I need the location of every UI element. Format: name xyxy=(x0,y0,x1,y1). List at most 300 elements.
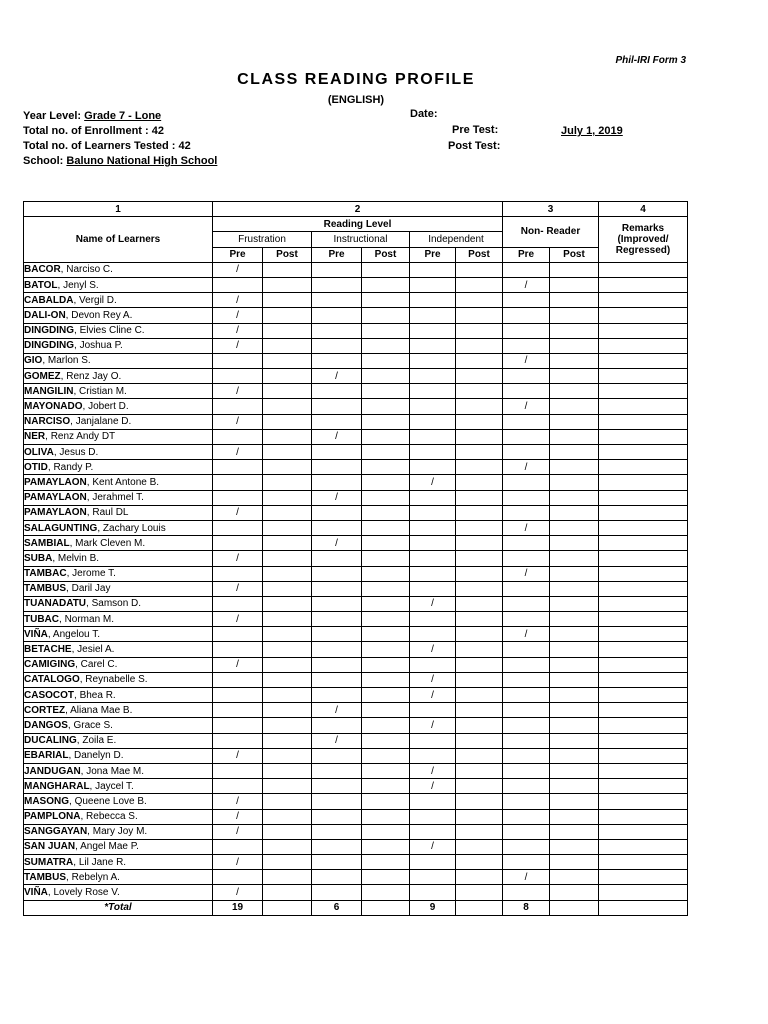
cell-independent-post xyxy=(456,870,503,885)
posttest-label: Post Test: xyxy=(448,140,501,152)
cell-nonreader-post xyxy=(550,520,599,535)
cell-instructional-post xyxy=(362,353,410,368)
enrollment-line: Total no. of Enrollment : 42 xyxy=(23,125,164,137)
instructional-pre-header: Pre xyxy=(312,247,362,262)
table-row xyxy=(24,794,688,809)
cell-nonreader-post xyxy=(550,505,599,520)
learner-name: VIÑA, Angelou T. xyxy=(24,627,213,642)
cell-instructional-post xyxy=(362,399,410,414)
cell-independent-pre xyxy=(410,505,456,520)
learner-name: CASOCOT, Bhea R. xyxy=(24,688,213,703)
instructional-post-header: Post xyxy=(362,247,410,262)
cell-nonreader-pre: / xyxy=(503,399,550,414)
cell-independent-pre xyxy=(410,885,456,900)
cell-remarks xyxy=(599,445,688,460)
cell-independent-pre: / xyxy=(410,596,456,611)
learner-first-name: Rebecca S. xyxy=(86,811,138,823)
cell-independent-pre: / xyxy=(410,475,456,490)
cell-independent-pre: / xyxy=(410,718,456,733)
cell-instructional-pre xyxy=(312,824,362,839)
cell-instructional-pre xyxy=(312,870,362,885)
cell-nonreader-post xyxy=(550,870,599,885)
cell-frustration-post xyxy=(263,642,312,657)
cell-nonreader-post xyxy=(550,536,599,551)
learner-last-name: GOMEZ xyxy=(24,370,61,382)
learner-last-name: CORTEZ xyxy=(24,704,66,716)
cell-remarks xyxy=(599,551,688,566)
cell-nonreader-pre xyxy=(503,445,550,460)
cell-independent-post xyxy=(456,596,503,611)
cell-remarks xyxy=(599,293,688,308)
learner-name: PAMPLONA, Rebecca S. xyxy=(24,809,213,824)
non-reader-header: Non- Reader xyxy=(503,217,599,247)
cell-nonreader-post xyxy=(550,429,599,444)
header-row-1 xyxy=(24,217,688,232)
cell-independent-post xyxy=(456,277,503,292)
cell-frustration-pre: / xyxy=(213,748,263,763)
cell-instructional-pre xyxy=(312,596,362,611)
cell-independent-pre: / xyxy=(410,642,456,657)
pretest-value: July 1, 2019 xyxy=(561,125,623,137)
cell-instructional-pre xyxy=(312,262,362,277)
learner-name: BATOL, Jenyl S. xyxy=(24,277,213,292)
learner-last-name: SUBA xyxy=(24,552,53,564)
total-nonreader-post xyxy=(550,900,599,915)
cell-nonreader-post xyxy=(550,308,599,323)
cell-instructional-post xyxy=(362,703,410,718)
cell-nonreader-pre xyxy=(503,718,550,733)
cell-independent-pre xyxy=(410,794,456,809)
cell-frustration-post xyxy=(263,475,312,490)
cell-frustration-pre: / xyxy=(213,581,263,596)
cell-independent-post xyxy=(456,885,503,900)
learner-last-name: CASOCOT xyxy=(24,689,74,701)
cell-independent-pre xyxy=(410,277,456,292)
total-frustration-pre: 19 xyxy=(213,900,263,915)
learner-name: TAMBUS, Rebelyn A. xyxy=(24,870,213,885)
cell-instructional-pre xyxy=(312,581,362,596)
learner-first-name: Cristian M. xyxy=(79,385,127,397)
cell-independent-pre: / xyxy=(410,672,456,687)
cell-instructional-pre: / xyxy=(312,703,362,718)
cell-nonreader-post xyxy=(550,490,599,505)
cell-frustration-pre xyxy=(213,566,263,581)
cell-independent-pre xyxy=(410,809,456,824)
learner-first-name: Zachary Louis xyxy=(102,522,166,534)
cell-instructional-post xyxy=(362,490,410,505)
learner-last-name: DANGOS xyxy=(24,719,68,731)
table-row xyxy=(24,277,688,292)
table-row xyxy=(24,353,688,368)
cell-nonreader-pre xyxy=(503,323,550,338)
cell-nonreader-post xyxy=(550,596,599,611)
cell-independent-post xyxy=(456,733,503,748)
cell-nonreader-post xyxy=(550,460,599,475)
cell-independent-pre xyxy=(410,612,456,627)
learner-first-name: Rebelyn A. xyxy=(71,871,120,883)
cell-frustration-pre xyxy=(213,703,263,718)
nonreader-post-header: Post xyxy=(550,247,599,262)
cell-frustration-post xyxy=(263,414,312,429)
learner-name: MANGHARAL, Jaycel T. xyxy=(24,779,213,794)
learner-name: SUMATRA, Lil Jane R. xyxy=(24,855,213,870)
cell-remarks xyxy=(599,475,688,490)
cell-instructional-post xyxy=(362,338,410,353)
cell-remarks xyxy=(599,657,688,672)
frustration-header: Frustration xyxy=(213,232,312,247)
cell-independent-pre: / xyxy=(410,688,456,703)
cell-independent-post xyxy=(456,399,503,414)
cell-instructional-post xyxy=(362,581,410,596)
cell-independent-pre xyxy=(410,551,456,566)
cell-frustration-post xyxy=(263,293,312,308)
cell-frustration-post xyxy=(263,748,312,763)
cell-independent-pre xyxy=(410,353,456,368)
cell-independent-pre: / xyxy=(410,839,456,854)
learner-name: CAMIGING, Carel C. xyxy=(24,657,213,672)
learner-name: CATALOGO, Reynabelle S. xyxy=(24,672,213,687)
learner-last-name: SALAGUNTING xyxy=(24,522,98,534)
learner-name: SALAGUNTING, Zachary Louis xyxy=(24,520,213,535)
cell-frustration-post xyxy=(263,277,312,292)
cell-instructional-post xyxy=(362,688,410,703)
cell-remarks xyxy=(599,262,688,277)
cell-independent-post xyxy=(456,642,503,657)
cell-nonreader-post xyxy=(550,794,599,809)
cell-remarks xyxy=(599,748,688,763)
learner-last-name: EBARIAL xyxy=(24,750,69,762)
learner-last-name: TAMBUS xyxy=(24,583,67,595)
cell-independent-pre xyxy=(410,824,456,839)
cell-nonreader-pre xyxy=(503,855,550,870)
cell-remarks xyxy=(599,672,688,687)
cell-remarks xyxy=(599,384,688,399)
cell-instructional-pre xyxy=(312,505,362,520)
cell-instructional-post xyxy=(362,293,410,308)
cell-nonreader-pre: / xyxy=(503,627,550,642)
learner-first-name: Mark Cleven M. xyxy=(75,537,146,549)
nonreader-pre-header: Pre xyxy=(503,247,550,262)
table-row xyxy=(24,627,688,642)
learner-last-name: DUCALING xyxy=(24,735,77,747)
learner-first-name: Jerahmel T. xyxy=(92,492,144,504)
cell-frustration-pre xyxy=(213,763,263,778)
cell-nonreader-post xyxy=(550,733,599,748)
table-row xyxy=(24,688,688,703)
table-row xyxy=(24,293,688,308)
learner-last-name: JANDUGAN xyxy=(24,765,81,777)
cell-frustration-post xyxy=(263,733,312,748)
cell-nonreader-pre xyxy=(503,672,550,687)
cell-frustration-post xyxy=(263,338,312,353)
learner-first-name: Carel C. xyxy=(80,659,118,671)
cell-remarks xyxy=(599,505,688,520)
learner-last-name: PAMAYLAON xyxy=(24,476,87,488)
table-row xyxy=(24,308,688,323)
learner-last-name: PAMPLONA xyxy=(24,811,81,823)
cell-independent-post xyxy=(456,581,503,596)
cell-instructional-post xyxy=(362,657,410,672)
table-row xyxy=(24,839,688,854)
learner-last-name: SANGGAYAN xyxy=(24,826,88,838)
learner-first-name: Jerome T. xyxy=(72,568,116,580)
learner-last-name: PAMAYLAON xyxy=(24,492,87,504)
cell-independent-pre xyxy=(410,566,456,581)
learner-name: PAMAYLAON, Kent Antone B. xyxy=(24,475,213,490)
cell-instructional-pre xyxy=(312,520,362,535)
table-row xyxy=(24,748,688,763)
table-row xyxy=(24,672,688,687)
table-row xyxy=(24,581,688,596)
cell-nonreader-post xyxy=(550,414,599,429)
cell-independent-pre xyxy=(410,399,456,414)
table-row xyxy=(24,323,688,338)
cell-frustration-pre: / xyxy=(213,505,263,520)
learner-last-name: DINGDING xyxy=(24,340,74,352)
learner-last-name: TUANADATU xyxy=(24,598,87,610)
learner-first-name: Lovely Rose V. xyxy=(53,887,120,899)
cell-independent-post xyxy=(456,445,503,460)
cell-frustration-post xyxy=(263,505,312,520)
cell-frustration-post xyxy=(263,839,312,854)
cell-independent-pre xyxy=(410,384,456,399)
cell-frustration-post xyxy=(263,718,312,733)
cell-nonreader-post xyxy=(550,885,599,900)
cell-nonreader-post xyxy=(550,369,599,384)
learner-name: DINGDING, Joshua P. xyxy=(24,338,213,353)
learner-first-name: Raul DL xyxy=(92,507,129,519)
cell-instructional-post xyxy=(362,536,410,551)
learner-last-name: CATALOGO xyxy=(24,674,80,686)
cell-independent-pre xyxy=(410,581,456,596)
table-row xyxy=(24,612,688,627)
table-row xyxy=(24,262,688,277)
cell-independent-post xyxy=(456,627,503,642)
cell-instructional-post xyxy=(362,642,410,657)
cell-nonreader-post xyxy=(550,839,599,854)
learner-name: SAN JUAN, Angel Mae P. xyxy=(24,839,213,854)
table-row xyxy=(24,596,688,611)
pretest-label: Pre Test: xyxy=(452,124,499,136)
learner-first-name: Jenyl S. xyxy=(63,279,99,291)
learner-first-name: Mary Joy M. xyxy=(92,826,148,838)
cell-remarks xyxy=(599,399,688,414)
cell-frustration-post xyxy=(263,323,312,338)
cell-frustration-post xyxy=(263,581,312,596)
table-row xyxy=(24,505,688,520)
cell-nonreader-post xyxy=(550,642,599,657)
table-row xyxy=(24,703,688,718)
cell-instructional-post xyxy=(362,748,410,763)
cell-remarks xyxy=(599,520,688,535)
cell-nonreader-pre xyxy=(503,657,550,672)
learner-first-name: Vergil D. xyxy=(79,294,117,306)
cell-frustration-post xyxy=(263,520,312,535)
cell-independent-pre xyxy=(410,414,456,429)
cell-independent-post xyxy=(456,460,503,475)
cell-independent-post xyxy=(456,688,503,703)
cell-instructional-post xyxy=(362,612,410,627)
cell-frustration-post xyxy=(263,445,312,460)
cell-frustration-pre xyxy=(213,369,263,384)
cell-remarks xyxy=(599,414,688,429)
cell-remarks xyxy=(599,779,688,794)
cell-remarks xyxy=(599,627,688,642)
cell-nonreader-pre xyxy=(503,581,550,596)
cell-nonreader-pre xyxy=(503,429,550,444)
cell-frustration-pre: / xyxy=(213,323,263,338)
cell-independent-post xyxy=(456,384,503,399)
cell-instructional-post xyxy=(362,839,410,854)
table-row xyxy=(24,885,688,900)
cell-independent-post xyxy=(456,323,503,338)
learner-name: DUCALING, Zoila E. xyxy=(24,733,213,748)
cell-frustration-post xyxy=(263,688,312,703)
cell-nonreader-post xyxy=(550,551,599,566)
cell-nonreader-post xyxy=(550,566,599,581)
reading-level-header: Reading Level xyxy=(213,217,503,232)
cell-remarks xyxy=(599,794,688,809)
learner-first-name: Kent Antone B. xyxy=(92,476,160,488)
cell-instructional-post xyxy=(362,794,410,809)
cell-independent-pre: / xyxy=(410,763,456,778)
learner-first-name: Danelyn D. xyxy=(74,750,124,762)
learner-first-name: Devon Rey A. xyxy=(71,309,133,321)
cell-instructional-pre xyxy=(312,384,362,399)
cell-frustration-post xyxy=(263,596,312,611)
cell-independent-pre xyxy=(410,703,456,718)
cell-remarks xyxy=(599,308,688,323)
learner-name: EBARIAL, Danelyn D. xyxy=(24,748,213,763)
table-row xyxy=(24,855,688,870)
cell-frustration-pre xyxy=(213,779,263,794)
independent-post-header: Post xyxy=(456,247,503,262)
cell-frustration-pre xyxy=(213,353,263,368)
total-nonreader-pre: 8 xyxy=(503,900,550,915)
cell-instructional-pre xyxy=(312,672,362,687)
learner-last-name: VIÑA xyxy=(24,887,48,899)
cell-instructional-pre xyxy=(312,885,362,900)
cell-frustration-post xyxy=(263,262,312,277)
cell-nonreader-post xyxy=(550,703,599,718)
learner-name: DANGOS, Grace S. xyxy=(24,718,213,733)
learner-last-name: PAMAYLAON xyxy=(24,507,87,519)
table-row xyxy=(24,520,688,535)
learner-name: DALI-ON, Devon Rey A. xyxy=(24,308,213,323)
cell-independent-pre xyxy=(410,369,456,384)
table-row xyxy=(24,779,688,794)
cell-independent-pre xyxy=(410,262,456,277)
cell-frustration-post xyxy=(263,369,312,384)
cell-independent-post xyxy=(456,824,503,839)
learner-name: MANGILIN, Cristian M. xyxy=(24,384,213,399)
learner-name: GOMEZ, Renz Jay O. xyxy=(24,369,213,384)
cell-remarks xyxy=(599,688,688,703)
cell-frustration-pre: / xyxy=(213,885,263,900)
learner-last-name: SAN JUAN xyxy=(24,841,76,853)
cell-nonreader-post xyxy=(550,612,599,627)
learner-first-name: Queene Love B. xyxy=(74,795,147,807)
cell-independent-post xyxy=(456,763,503,778)
learner-last-name: BACOR xyxy=(24,264,61,276)
cell-frustration-post xyxy=(263,612,312,627)
cell-instructional-post xyxy=(362,323,410,338)
learner-last-name: SUMATRA xyxy=(24,856,74,868)
learner-first-name: Janjalane D. xyxy=(75,416,132,428)
cell-frustration-pre: / xyxy=(213,293,263,308)
cell-remarks xyxy=(599,718,688,733)
learner-last-name: CABALDA xyxy=(24,294,74,306)
learner-first-name: Grace S. xyxy=(73,719,113,731)
cell-instructional-post xyxy=(362,809,410,824)
independent-pre-header: Pre xyxy=(410,247,456,262)
learner-rows xyxy=(24,262,688,900)
cell-independent-post xyxy=(456,703,503,718)
cell-instructional-pre xyxy=(312,809,362,824)
learner-name: TAMBAC, Jerome T. xyxy=(24,566,213,581)
table-row xyxy=(24,657,688,672)
learner-name: CORTEZ, Aliana Mae B. xyxy=(24,703,213,718)
cell-frustration-post xyxy=(263,551,312,566)
cell-frustration-post xyxy=(263,399,312,414)
school-value: Baluno National High School xyxy=(66,155,218,167)
cell-instructional-pre xyxy=(312,445,362,460)
cell-independent-post xyxy=(456,369,503,384)
cell-remarks xyxy=(599,824,688,839)
cell-independent-post xyxy=(456,809,503,824)
cell-nonreader-post xyxy=(550,627,599,642)
cell-frustration-post xyxy=(263,885,312,900)
cell-frustration-post xyxy=(263,429,312,444)
cell-nonreader-post xyxy=(550,445,599,460)
cell-instructional-post xyxy=(362,551,410,566)
learner-name: PAMAYLAON, Raul DL xyxy=(24,505,213,520)
table-row xyxy=(24,536,688,551)
cell-instructional-pre xyxy=(312,551,362,566)
learner-name: TAMBUS, Daril Jay xyxy=(24,581,213,596)
cell-frustration-post xyxy=(263,672,312,687)
table-row xyxy=(24,551,688,566)
table-row xyxy=(24,642,688,657)
learner-last-name: CAMIGING xyxy=(24,659,76,671)
cell-frustration-post xyxy=(263,384,312,399)
cell-independent-pre xyxy=(410,855,456,870)
cell-instructional-pre xyxy=(312,763,362,778)
cell-independent-pre xyxy=(410,748,456,763)
cell-instructional-pre xyxy=(312,338,362,353)
date-label: Date: xyxy=(410,108,438,120)
cell-instructional-pre xyxy=(312,627,362,642)
cell-frustration-pre xyxy=(213,688,263,703)
cell-instructional-pre xyxy=(312,688,362,703)
cell-nonreader-pre xyxy=(503,475,550,490)
cell-nonreader-post xyxy=(550,338,599,353)
cell-frustration-pre xyxy=(213,870,263,885)
cell-nonreader-pre xyxy=(503,551,550,566)
cell-nonreader-pre xyxy=(503,824,550,839)
instructional-header: Instructional xyxy=(312,232,410,247)
cell-remarks xyxy=(599,870,688,885)
cell-instructional-pre xyxy=(312,612,362,627)
cell-frustration-pre xyxy=(213,839,263,854)
learner-name: JANDUGAN, Jona Mae M. xyxy=(24,763,213,778)
cell-frustration-pre: / xyxy=(213,414,263,429)
table-row xyxy=(24,445,688,460)
cell-nonreader-pre xyxy=(503,536,550,551)
cell-nonreader-pre xyxy=(503,338,550,353)
learner-first-name: Aliana Mae B. xyxy=(70,704,133,716)
cell-remarks xyxy=(599,460,688,475)
